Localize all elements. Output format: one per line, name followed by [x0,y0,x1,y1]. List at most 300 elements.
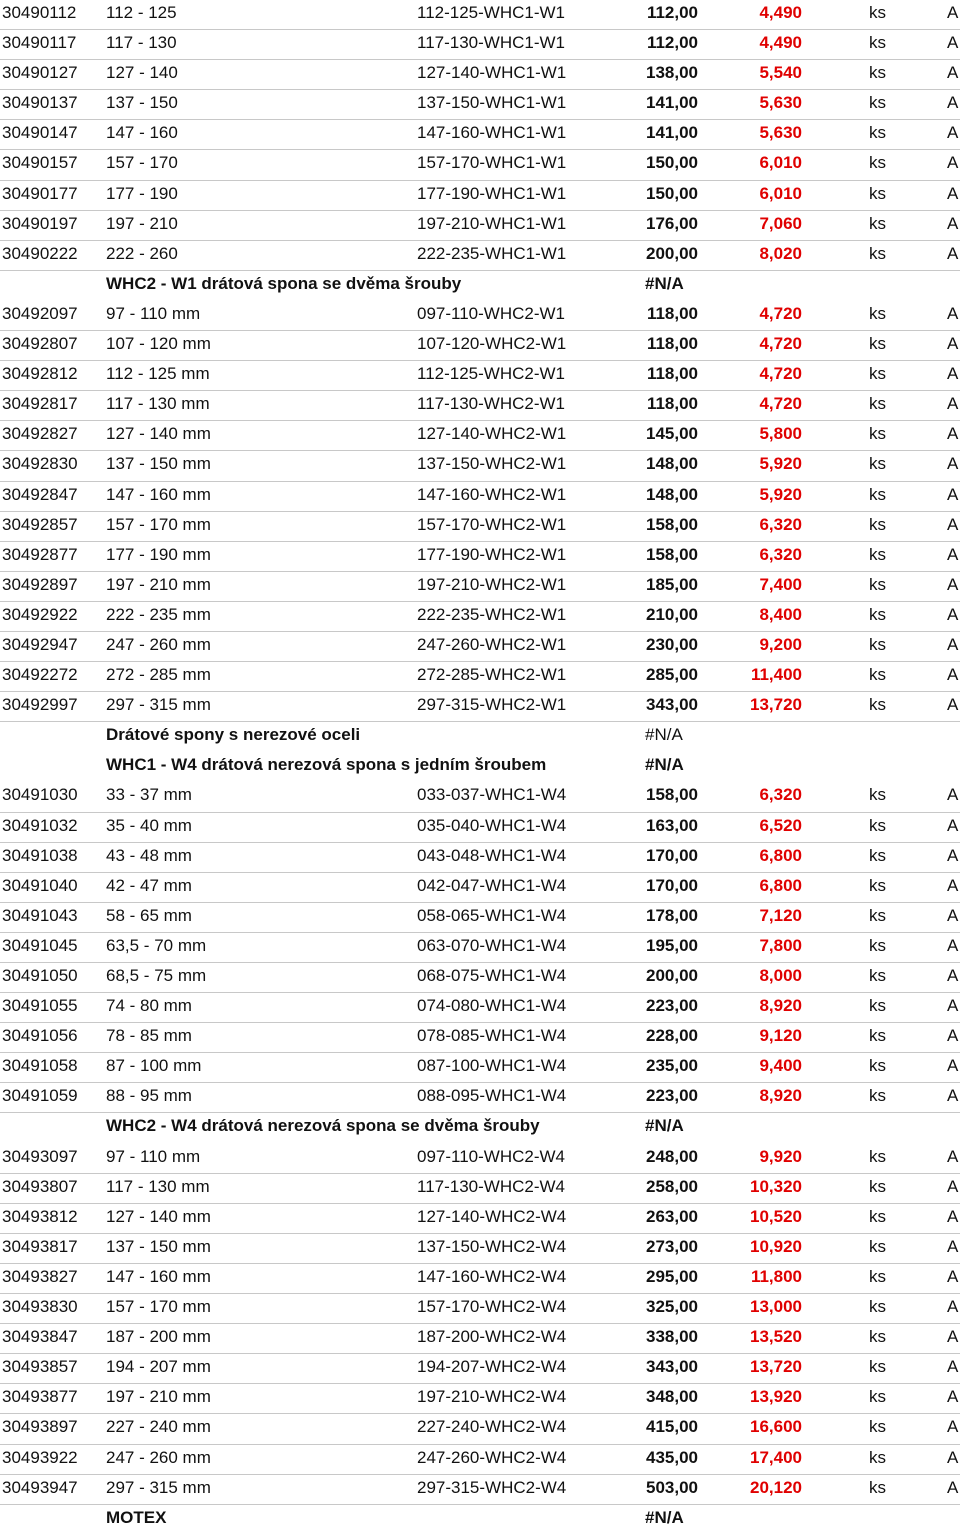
unit: ks [869,1387,886,1407]
unit: ks [869,1417,886,1437]
unit: ks [869,1146,886,1166]
section-error-value: #N/A [645,273,684,293]
product-code: 30490147 [2,123,78,143]
price-czk: 348,00 [646,1387,698,1407]
part-number: 137-150-WHC2-W1 [417,454,567,474]
part-number: 042-047-WHC1-W4 [417,875,567,895]
part-number: 097-110-WHC2-W1 [417,303,566,323]
product-code: 30490222 [2,243,78,263]
price-czk: 170,00 [646,845,698,865]
price-czk: 158,00 [646,514,698,534]
unit: ks [869,695,886,715]
price-czk: 210,00 [646,604,698,624]
availability-flag: A [947,484,959,504]
part-number: 272-285-WHC2-W1 [417,665,567,685]
table-row [0,1023,960,1053]
price-czk: 343,00 [646,1357,698,1377]
price-czk: 148,00 [646,454,698,474]
price-eur: 9,120 [759,1026,802,1046]
part-number: 097-110-WHC2-W4 [417,1146,566,1166]
price-czk: 295,00 [646,1266,698,1286]
unit: ks [869,213,886,233]
price-eur: 5,630 [759,123,802,143]
availability-flag: A [947,1176,959,1196]
size-range: 197 - 210 [106,213,178,233]
size-range: 137 - 150 mm [106,454,211,474]
price-czk: 343,00 [646,695,698,715]
table-row [0,120,960,150]
price-czk: 235,00 [646,1056,698,1076]
availability-flag: A [947,665,959,685]
product-code: 30490137 [2,93,78,113]
size-range: 43 - 48 mm [106,845,192,865]
price-eur: 6,800 [759,845,802,865]
size-range: 97 - 110 mm [106,1146,201,1166]
price-czk: 145,00 [646,424,698,444]
availability-flag: A [947,1297,959,1317]
size-range: 177 - 190 mm [106,544,211,564]
unit: ks [869,845,886,865]
unit: ks [869,815,886,835]
availability-flag: A [947,996,959,1016]
unit: ks [869,1176,886,1196]
availability-flag: A [947,33,959,53]
price-eur: 11,800 [750,1266,802,1286]
product-code: 30493817 [2,1236,78,1256]
price-czk: 195,00 [646,935,698,955]
price-czk: 176,00 [646,213,698,233]
product-code: 30492807 [2,334,78,354]
unit: ks [869,424,886,444]
part-number: 127-140-WHC2-W4 [417,1206,567,1226]
unit: ks [869,243,886,263]
table-row [0,361,960,391]
part-number: 033-037-WHC1-W4 [417,785,567,805]
unit: ks [869,364,886,384]
table-row [0,1144,960,1174]
unit: ks [869,33,886,53]
size-range: 88 - 95 mm [106,1086,192,1106]
section-title: WHC2 - W4 drátová nerezová spona se dvěma šrouby [106,1116,540,1136]
table-row [0,632,960,662]
unit: ks [869,544,886,564]
price-eur: 7,120 [759,905,802,925]
availability-flag: A [947,514,959,534]
table-row [0,30,960,60]
unit: ks [869,183,886,203]
product-code: 30492827 [2,424,78,444]
price-czk: 112,00 [646,33,698,53]
availability-flag: A [947,544,959,564]
availability-flag: A [947,303,959,323]
price-eur: 8,000 [759,966,802,985]
availability-flag: A [947,574,959,594]
product-code: 30491058 [2,1056,78,1076]
size-range: 194 - 207 mm [106,1357,211,1377]
table-row [0,90,960,120]
unit: ks [869,966,886,985]
price-eur: 6,320 [759,514,802,534]
price-eur: 11,400 [750,665,802,685]
size-range: 117 - 130 mm [106,1176,210,1196]
unit: ks [869,1327,886,1347]
price-czk: 118,00 [646,303,698,323]
size-range: 33 - 37 mm [106,785,192,805]
size-range: 297 - 315 mm [106,1477,211,1497]
unit: ks [869,514,886,534]
size-range: 222 - 235 mm [106,604,211,624]
table-row [0,1294,960,1324]
part-number: 227-240-WHC2-W4 [417,1417,567,1437]
availability-flag: A [947,63,959,83]
price-czk: 248,00 [646,1146,698,1166]
part-number: 197-210-WHC1-W1 [417,213,567,233]
unit: ks [869,1357,886,1377]
product-code: 30492830 [2,454,78,474]
unit: ks [869,665,886,685]
price-czk: 178,00 [646,905,698,925]
part-number: 107-120-WHC2-W1 [417,334,567,354]
availability-flag: A [947,213,959,233]
price-czk: 150,00 [646,153,698,173]
table-row [0,963,960,993]
product-code: 30491032 [2,815,78,835]
product-code: 30492097 [2,303,78,323]
size-range: 112 - 125 mm [106,364,210,384]
unit: ks [869,484,886,504]
unit: ks [869,1477,886,1497]
product-code: 30491030 [2,785,78,805]
part-number: 147-160-WHC2-W1 [417,484,567,504]
price-czk: 338,00 [646,1327,698,1347]
price-eur: 7,060 [759,213,802,233]
product-code: 30493097 [2,1146,78,1166]
availability-flag: A [947,604,959,624]
price-czk: 435,00 [646,1447,698,1467]
price-eur: 6,800 [759,875,802,895]
price-czk: 223,00 [646,996,698,1016]
part-number: 137-150-WHC1-W1 [417,93,567,113]
section-error-value: #N/A [645,1116,684,1136]
table-row [0,451,960,481]
availability-flag: A [947,1417,959,1437]
availability-flag: A [947,815,959,835]
size-range: 187 - 200 mm [106,1327,211,1347]
product-code: 30492812 [2,364,78,384]
price-czk: 285,00 [646,665,698,685]
section-error-value: #N/A [645,755,684,775]
size-range: 137 - 150 [106,93,178,113]
price-eur: 7,800 [759,935,802,955]
table-row [0,1354,960,1384]
table-row [0,692,960,722]
table-row [0,211,960,241]
price-eur: 8,920 [759,1086,802,1106]
price-eur: 8,400 [759,604,802,624]
table-row [0,301,960,331]
part-number: 127-140-WHC1-W1 [417,63,567,83]
size-range: 74 - 80 mm [106,996,192,1016]
product-code: 30490197 [2,213,78,233]
unit: ks [869,1026,886,1046]
price-czk: 158,00 [646,544,698,564]
price-eur: 6,520 [759,815,802,835]
unit: ks [869,1056,886,1076]
price-czk: 415,00 [646,1417,698,1437]
availability-flag: A [947,966,959,985]
table-row [0,241,960,271]
size-range: 112 - 125 [106,3,177,22]
price-eur: 6,320 [759,544,802,564]
table-row [0,391,960,421]
price-eur: 4,720 [759,334,802,354]
section-header [0,1505,960,1535]
product-code: 30493827 [2,1266,78,1286]
table-row [0,1053,960,1083]
price-czk: 118,00 [646,364,698,384]
size-range: 147 - 160 [106,123,178,143]
size-range: 157 - 170 [106,153,178,173]
unit: ks [869,935,886,955]
price-eur: 6,010 [759,183,802,203]
price-czk: 325,00 [646,1297,698,1317]
product-code: 30492847 [2,484,78,504]
size-range: 127 - 140 mm [106,1206,211,1226]
size-range: 197 - 210 mm [106,1387,211,1407]
size-range: 222 - 260 [106,243,178,263]
price-eur: 5,540 [759,63,802,83]
product-code: 30492877 [2,544,78,564]
price-czk: 148,00 [646,484,698,504]
table-row [0,662,960,692]
unit: ks [869,153,886,173]
part-number: 197-210-WHC2-W1 [417,574,567,594]
price-eur: 6,320 [759,785,802,805]
price-czk: 150,00 [646,183,698,203]
availability-flag: A [947,183,959,203]
unit: ks [869,1266,886,1286]
price-eur: 4,490 [759,33,802,53]
price-eur: 9,920 [759,1146,802,1166]
size-range: 297 - 315 mm [106,695,211,715]
table-row [0,602,960,632]
availability-flag: A [947,1266,959,1286]
price-eur: 13,520 [750,1327,802,1347]
part-number: 035-040-WHC1-W4 [417,815,567,835]
price-eur: 16,600 [750,1417,802,1437]
availability-flag: A [947,1146,959,1166]
product-code: 30493857 [2,1357,78,1377]
availability-flag: A [947,695,959,715]
table-row [0,1475,960,1505]
table-row [0,1324,960,1354]
size-range: 58 - 65 mm [106,905,192,925]
part-number: 247-260-WHC2-W1 [417,634,567,654]
product-code: 30490177 [2,183,78,203]
product-code: 30493847 [2,1327,78,1347]
availability-flag: A [947,3,959,22]
section-header [0,722,960,752]
section-title: WHC1 - W4 drátová nerezová spona s jedním šroubem [106,755,547,775]
part-number: 187-200-WHC2-W4 [417,1327,567,1347]
section-error-value: #N/A [645,1507,684,1527]
product-code: 30492922 [2,604,78,624]
product-code: 30493947 [2,1477,78,1497]
product-code: 30493812 [2,1206,78,1226]
section-error-value: #N/A [645,725,683,745]
price-eur: 5,920 [759,484,802,504]
product-code: 30492817 [2,394,78,414]
size-range: 247 - 260 mm [106,634,211,654]
product-code: 30492272 [2,665,78,685]
price-eur: 5,800 [759,424,802,444]
unit: ks [869,905,886,925]
availability-flag: A [947,1086,959,1106]
price-czk: 158,00 [646,785,698,805]
product-code: 30491038 [2,845,78,865]
table-row [0,1083,960,1113]
part-number: 112-125-WHC1-W1 [417,3,566,22]
part-number: 222-235-WHC1-W1 [417,243,567,263]
unit: ks [869,604,886,624]
table-row [0,60,960,90]
part-number: 177-190-WHC1-W1 [417,183,567,203]
product-code: 30492857 [2,514,78,534]
part-number: 147-160-WHC2-W4 [417,1266,567,1286]
price-eur: 10,920 [750,1236,802,1256]
price-czk: 200,00 [646,243,698,263]
table-row [0,993,960,1023]
price-eur: 9,400 [759,1056,802,1076]
price-czk: 118,00 [646,334,698,354]
size-range: 147 - 160 mm [106,484,211,504]
part-number: 063-070-WHC1-W4 [417,935,567,955]
unit: ks [869,3,886,22]
size-range: 157 - 170 mm [106,1297,211,1317]
table-row [0,933,960,963]
table-row [0,421,960,451]
price-eur: 4,720 [759,303,802,323]
product-code: 30490117 [2,33,77,53]
availability-flag: A [947,1477,959,1497]
price-czk: 163,00 [646,815,698,835]
price-eur: 8,920 [759,996,802,1016]
section-header [0,1113,960,1143]
product-code: 30491059 [2,1086,78,1106]
size-range: 197 - 210 mm [106,574,211,594]
part-number: 137-150-WHC2-W4 [417,1236,567,1256]
unit: ks [869,303,886,323]
price-czk: 503,00 [646,1477,698,1497]
size-range: 107 - 120 mm [106,334,211,354]
price-czk: 230,00 [646,634,698,654]
part-number: 147-160-WHC1-W1 [417,123,567,143]
price-czk: 258,00 [646,1176,698,1196]
price-eur: 20,120 [750,1477,802,1497]
product-code: 30492897 [2,574,78,594]
table-row [0,150,960,180]
part-number: 177-190-WHC2-W1 [417,544,567,564]
price-czk: 185,00 [646,574,698,594]
product-code: 30493807 [2,1176,78,1196]
table-row [0,572,960,602]
section-header [0,752,960,782]
product-code: 30491050 [2,966,78,985]
price-czk: 118,00 [646,394,698,414]
price-eur: 4,720 [759,364,802,384]
size-range: 137 - 150 mm [106,1236,211,1256]
price-czk: 223,00 [646,1086,698,1106]
part-number: 157-170-WHC1-W1 [417,153,567,173]
part-number: 074-080-WHC1-W4 [417,996,567,1016]
availability-flag: A [947,454,959,474]
availability-flag: A [947,394,959,414]
product-code: 30492947 [2,634,78,654]
part-number: 297-315-WHC2-W4 [417,1477,567,1497]
unit: ks [869,454,886,474]
availability-flag: A [947,424,959,444]
table-row [0,542,960,572]
part-number: 043-048-WHC1-W4 [417,845,567,865]
product-code: 30490112 [2,3,77,22]
size-range: 68,5 - 75 mm [106,966,207,985]
price-czk: 138,00 [646,63,698,83]
table-row [0,1445,960,1475]
size-range: 147 - 160 mm [106,1266,211,1286]
price-czk: 170,00 [646,875,698,895]
unit: ks [869,93,886,113]
table-row [0,813,960,843]
unit: ks [869,574,886,594]
section-title: MOTEX [106,1507,167,1527]
price-eur: 13,920 [750,1387,802,1407]
part-number: 078-085-WHC1-W4 [417,1026,567,1046]
product-code: 30491040 [2,875,78,895]
size-range: 63,5 - 70 mm [106,935,207,955]
size-range: 97 - 110 mm [106,303,201,323]
part-number: 088-095-WHC1-W4 [417,1086,567,1106]
availability-flag: A [947,634,959,654]
size-range: 177 - 190 [106,183,178,203]
unit: ks [869,1086,886,1106]
price-eur: 4,490 [759,3,802,22]
section-header [0,271,960,301]
size-range: 117 - 130 mm [106,394,210,414]
price-eur: 13,720 [750,1357,802,1377]
unit: ks [869,63,886,83]
price-eur: 7,400 [759,574,802,594]
table-row [0,1204,960,1234]
part-number: 157-170-WHC2-W4 [417,1297,567,1317]
size-range: 127 - 140 [106,63,178,83]
price-czk: 200,00 [646,966,698,985]
product-code: 30492997 [2,695,78,715]
part-number: 222-235-WHC2-W1 [417,604,567,624]
price-eur: 6,010 [759,153,802,173]
part-number: 127-140-WHC2-W1 [417,424,567,444]
unit: ks [869,1206,886,1226]
availability-flag: A [947,875,959,895]
size-range: 78 - 85 mm [106,1026,192,1046]
size-range: 247 - 260 mm [106,1447,211,1467]
part-number: 194-207-WHC2-W4 [417,1357,567,1377]
table-row [0,0,960,30]
product-code: 30490127 [2,63,78,83]
table-row [0,1234,960,1264]
table-row [0,482,960,512]
availability-flag: A [947,905,959,925]
table-row [0,1174,960,1204]
